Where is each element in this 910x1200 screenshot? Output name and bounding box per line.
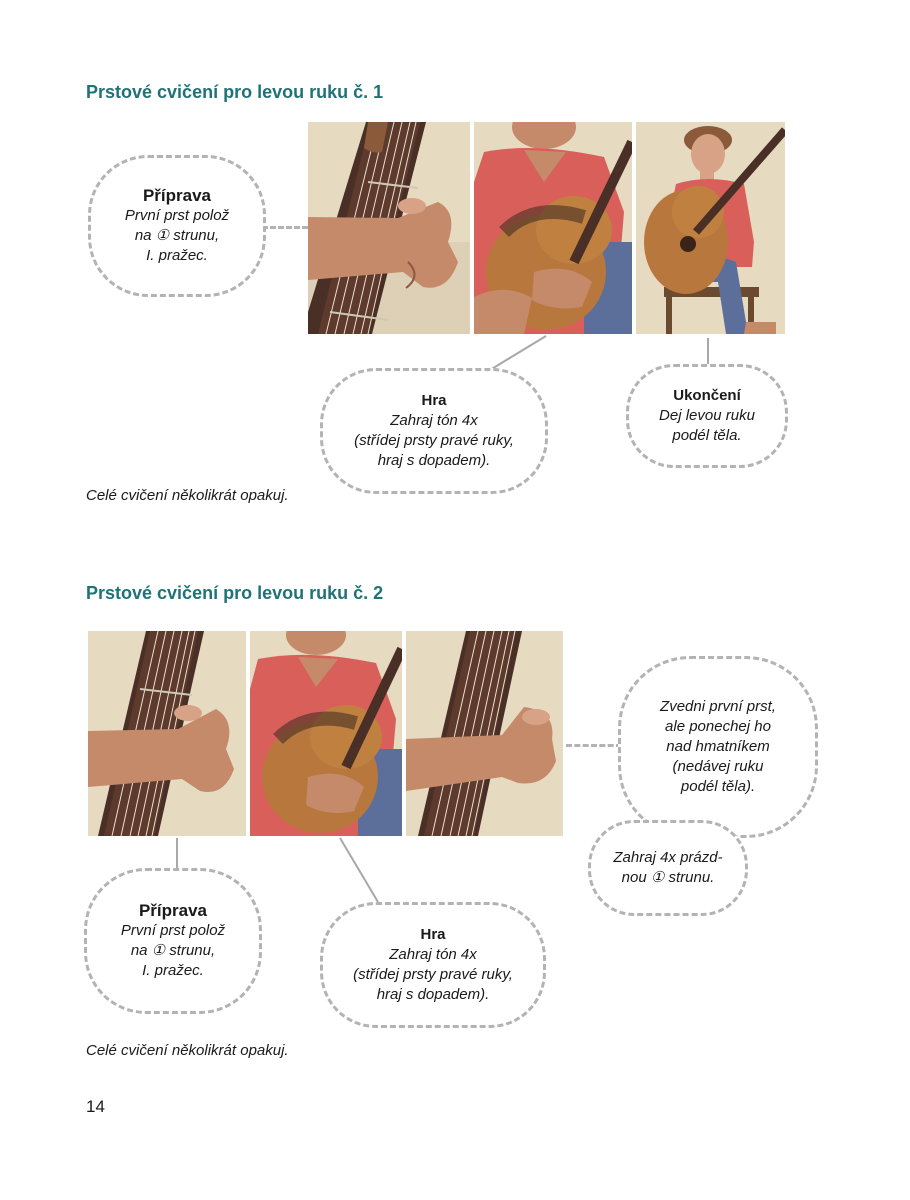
bubble-line: Dej levou ruku bbox=[659, 407, 755, 424]
fretboard-finger-raised-illustration bbox=[406, 631, 563, 836]
bubble-line: na ① strunu, bbox=[134, 227, 220, 244]
bubble-line: na ① strunu, bbox=[130, 942, 216, 959]
bubble-line: podél těla). bbox=[680, 778, 756, 795]
bubble-line: podél těla. bbox=[672, 427, 742, 444]
bubble-line: První prst polož bbox=[124, 207, 230, 224]
page-number: 14 bbox=[86, 1097, 105, 1116]
bubble-line: První prst polož bbox=[120, 922, 226, 939]
connector-line bbox=[262, 226, 308, 229]
bubble-title: Hra bbox=[420, 926, 446, 943]
bubble-line: ale ponechej ho bbox=[665, 718, 771, 735]
bubble-line: Zahraj tón 4x bbox=[390, 412, 478, 429]
boy-playing-guitar-illustration bbox=[474, 122, 632, 334]
connector-line bbox=[176, 838, 178, 870]
bubble-line: (střídej prsty pravé ruky, bbox=[354, 432, 514, 449]
zahraj-bubble bbox=[588, 820, 748, 916]
zvedni-bubble bbox=[618, 656, 818, 838]
bubble-line: Zvedni první prst, bbox=[660, 698, 776, 715]
ukonceni-bubble bbox=[626, 364, 788, 468]
hra-bubble bbox=[320, 368, 548, 494]
repeat-note: Celé cvičení několikrát opakuj. bbox=[86, 1042, 289, 1059]
bubble-line: I. pražec. bbox=[142, 962, 204, 979]
bubble-title: Příprava bbox=[142, 186, 212, 205]
repeat-note: Celé cvičení několikrát opakuj. bbox=[86, 487, 289, 504]
connector-line bbox=[566, 744, 622, 747]
exercise-2-title: Prstové cvičení pro levou ruku č. 2 bbox=[86, 583, 384, 603]
fretboard-closeup-illustration bbox=[308, 122, 470, 334]
bubble-line: Zahraj tón 4x bbox=[389, 946, 477, 963]
bubble-line: nad hmatníkem bbox=[666, 738, 770, 755]
priprava-bubble bbox=[88, 155, 266, 297]
hra-bubble bbox=[320, 902, 546, 1028]
boy-playing-guitar-illustration bbox=[250, 631, 402, 836]
bubble-line: hraj s dopadem). bbox=[377, 452, 491, 469]
bubble-line: Zahraj 4x prázd- bbox=[613, 849, 723, 866]
bubble-line: nou ① strunu. bbox=[621, 869, 715, 886]
bubble-line: hraj s dopadem). bbox=[376, 986, 490, 1003]
exercise-1-title: Prstové cvičení pro levou ruku č. 1 bbox=[86, 82, 384, 102]
fretboard-closeup-illustration bbox=[88, 631, 246, 836]
bubble-title: Ukončení bbox=[673, 387, 741, 404]
bubble-line: I. pražec. bbox=[146, 247, 208, 264]
girl-seated-with-guitar-illustration bbox=[636, 122, 785, 334]
bubble-title: Příprava bbox=[138, 901, 208, 920]
bubble-title: Hra bbox=[421, 392, 447, 409]
bubble-line: (střídej prsty pravé ruky, bbox=[353, 966, 513, 983]
priprava-bubble bbox=[84, 868, 262, 1014]
bubble-line: (nedávej ruku bbox=[672, 758, 764, 775]
connector-line bbox=[336, 836, 386, 906]
